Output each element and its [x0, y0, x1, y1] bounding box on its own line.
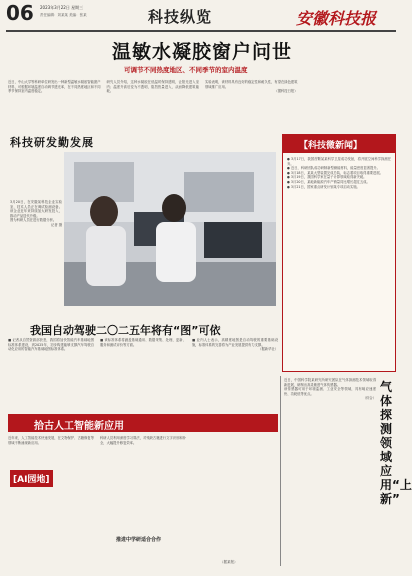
right-body: [284, 378, 376, 568]
sidebar-item: ● 3月18日，某某大型装置完成总装，标志着项目取得重要进展。: [287, 170, 383, 175]
section-title: 科技纵览: [148, 8, 213, 26]
sidebar-item: ● 3月19日，我国科学家在量子计算领域取得新突破。: [287, 175, 367, 180]
feature-paragraph: ■ 记者从自然资源部获悉，我国将加快智能汽车基础地图标准体系建设，到2025年，初步构建能够支撑汽车驾驶自动化应用的智能汽车基础地图标准体系。: [8, 338, 94, 352]
lead-paragraph: 实验表明，该材料具有良好的稳定性和耐久性，有望在绿色建筑领域推广应用。: [205, 80, 298, 89]
sidebar-item: ● 3月21日，国家重点研发计划某专项启动实施。: [287, 184, 360, 189]
lead-paragraph: 研究人员介绍，这种水凝胶在低温时保持透明，让阳光进入室内；温度升高后变为不透明，阻挡热量进入，从而降低建筑能耗。: [106, 80, 199, 94]
lead-title: 温敏水凝胶窗户问世: [112, 41, 293, 63]
lead-byline: （据科技日报）: [274, 89, 298, 94]
feature-paragraph: ■ 该标准体系将涵盖基础通用、数据采集、处理、更新、服务和测试评价等方面。: [100, 338, 186, 347]
lead-paragraph: 近日，中山大学等科研单位研发出一种新型温敏水凝胶智能窗户材料，可根据环境温度自动调节透光率，在不同热度地区和不同季节保持室内温度稳定。: [8, 80, 101, 94]
column-paragraph: 近年来，人工智能技术快速发展，在文物保护、古籍修复等领域不断涌现新应用。: [8, 436, 94, 445]
masthead: 安徽科技报: [296, 9, 377, 28]
column-tag: [AI园地]: [10, 470, 53, 487]
photo-caption-text: 图为科研人员在进行数据分析。: [10, 218, 57, 223]
column-byline: （据某报）: [220, 560, 238, 564]
header-rule: [6, 30, 396, 32]
column-sub-heading: 推进中学研适合合作: [116, 537, 162, 543]
photo-caption: [10, 200, 62, 340]
header-date: 2023年3月22日 星期三: [40, 5, 84, 10]
photo-caption-text: 3月20日，在安徽某科技企业实验室，技术人员正在调试检测设备。该企业近年来持续加大研发投入，推动产品迭代升级。: [10, 200, 62, 218]
feature-body: [8, 338, 278, 408]
lead-body: [8, 80, 396, 130]
sidebar-item: ● 近日，科研团队成功研制新型储能材料，能量密度显著提升。: [287, 166, 380, 171]
photo-section-title: 科技研发勤发展: [10, 136, 94, 149]
sidebar-item: ● 3月20日，某地新能源汽车产销量同比增长超过五成。: [287, 179, 370, 184]
feature-title: 我国自动驾驶二〇二五年将有“图”可依: [30, 324, 221, 337]
sidebar-item: ● 3月17日，我国首颗某某科学卫星成功发射，将开展空间科学探测任务。: [287, 157, 391, 166]
right-byline: （综合）: [362, 396, 376, 401]
page-number: 06: [6, 1, 34, 25]
lab-photo-image: [64, 152, 276, 306]
news-sidebar: [282, 134, 396, 372]
column-title: 拾古人工智能新应用: [34, 421, 124, 432]
right-paragraph: 该传感器可用于环境监测、工业安全等领域，具有响应速度快、功耗低等优点。: [284, 387, 376, 396]
sidebar-list: [287, 157, 391, 367]
right-divider: [280, 376, 281, 566]
right-paragraph: 近日，中国科学院某研究所研究团队在气体探测技术领域取得新进展，研制出高灵敏度气体传感器。: [284, 378, 376, 387]
lab-photo: [64, 152, 276, 306]
feature-paragraph: ■ 业内人士表示，高精度地图是自动驾驶的重要基础设施，标准体系的完善将为产业发展提供有力支撑。: [192, 338, 278, 347]
feature-byline: （据新华社）: [258, 347, 278, 352]
column-body: [8, 436, 278, 536]
right-title: 气体探测领域应用“上新”: [380, 380, 412, 506]
lead-subtitle: 可调节不同热度地区、不同季节的室内温度: [124, 66, 248, 74]
column-paragraph: 科研人员利用深度学习算法，对残缺古籍进行文字识别和补全，大幅提升修复效率。: [100, 436, 186, 445]
sidebar-title: 【科技微新闻】: [299, 141, 363, 151]
header-editor: 责任编辑：刘某某 美编：张某: [40, 13, 87, 17]
photo-credit: 记者 摄: [51, 222, 62, 227]
page-header: [0, 0, 402, 34]
